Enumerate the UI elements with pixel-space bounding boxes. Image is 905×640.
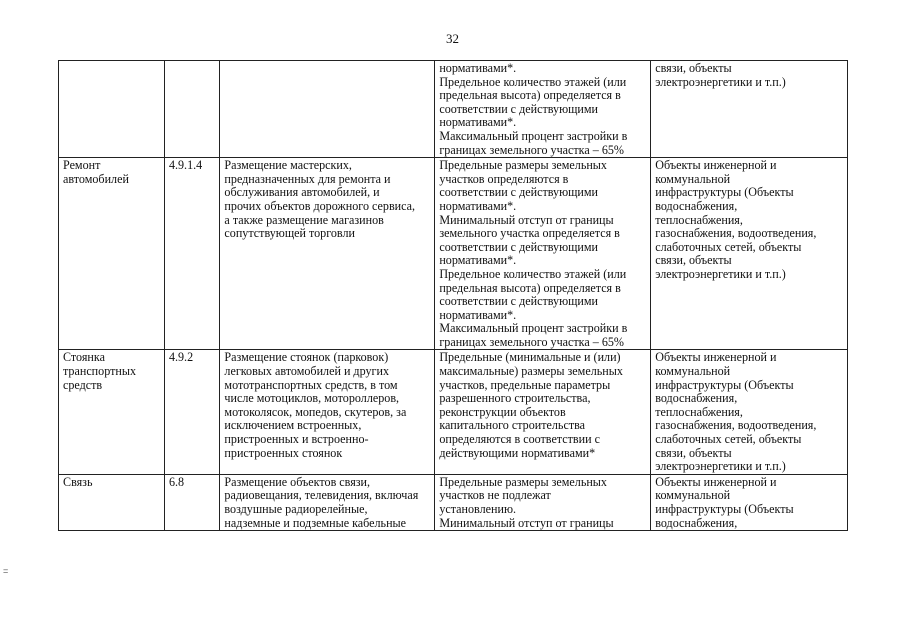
cell-text-line: Минимальный отступ от границы — [439, 515, 614, 530]
cell-text-line: предназначенных для ремонта и — [224, 171, 391, 186]
cell-text-line: соответствии с действующими — [439, 101, 599, 116]
cell-text-line: нормативами*. — [439, 198, 517, 213]
restrictions-cell — [651, 474, 848, 530]
cell-text-line: соответствии с действующими — [439, 239, 599, 254]
cell-text-line: обслуживания автомобилей, и — [224, 185, 380, 200]
cell-text-line: коммунальной — [655, 171, 731, 186]
cell-text-line: надземные и подземные кабельные — [224, 515, 407, 530]
cell-text-line: газоснабжения, водоотведения, — [655, 418, 817, 433]
cell-text-line: водоснабжения, — [655, 515, 738, 530]
cell-text-line: электроэнергетики и т.п.) — [655, 74, 786, 89]
cell-text-line: максимальные) размеры земельных — [439, 364, 623, 379]
cell-text-line: легковых автомобилей и других — [224, 364, 390, 379]
cell-text-line: коммунальной — [655, 364, 731, 379]
cell-text-line: Объекты инженерной и — [655, 158, 777, 173]
cell-text-line: нормативами*. — [439, 61, 517, 75]
cell-text-line: Максимальный процент застройки в — [439, 321, 628, 336]
cell-text-line: средств — [63, 377, 103, 392]
cell-text-line: транспортных — [63, 364, 137, 379]
cell-text-line: разрешенного строительства, — [439, 391, 591, 406]
cell-text-line: Размещение стоянок (парковок) — [224, 350, 389, 365]
cell-text-line: Размещение мастерских, — [224, 158, 352, 173]
cell-text-line: границах земельного участка – 65% — [439, 334, 624, 349]
cell-text-line: Объекты инженерной и — [655, 474, 777, 489]
cell-text-line: действующими нормативами* — [439, 445, 596, 460]
name-cell — [59, 61, 165, 158]
cell-text-line: реконструкции объектов — [439, 404, 566, 419]
cell-text-line: слаботочных сетей, объекты — [655, 239, 802, 254]
code-cell — [164, 350, 219, 474]
cell-text-line: числе мотоциклов, мотороллеров, — [224, 391, 400, 406]
cell-text-line: связи, объекты — [655, 61, 732, 75]
cell-text-line: нормативами*. — [439, 307, 517, 322]
name-cell — [59, 350, 165, 474]
description-cell — [220, 474, 435, 530]
cell-text-line: радиовещания, телевидения, включая — [224, 488, 419, 503]
cell-text-line: границах земельного участка – 65% — [439, 142, 624, 157]
name-cell — [59, 474, 165, 530]
cell-text-line: исключением встроенных, — [224, 418, 362, 433]
cell-text-line: электроэнергетики и т.п.) — [655, 459, 786, 474]
cell-text-line: прочих объектов дорожного сервиса, — [224, 198, 416, 213]
page-number: 32 — [446, 31, 459, 46]
cell-text-line: соответствии с действующими — [439, 185, 599, 200]
cell-text-line: связи, объекты — [655, 253, 732, 268]
cell-text-line: предельная высота) определяется в — [439, 280, 621, 295]
cell-text-line: Предельные размеры земельных — [439, 158, 607, 173]
cell-text-line: теплоснабжения, — [655, 212, 743, 227]
cell-text-line: нормативами*. — [439, 115, 517, 130]
code-cell — [164, 158, 219, 350]
code-cell — [164, 61, 219, 158]
cell-text-line: предельная высота) определяется в — [439, 88, 621, 103]
name-cell — [59, 158, 165, 350]
parameters-cell — [435, 61, 651, 158]
table-row — [59, 158, 848, 350]
cell-text-line: участков определяются в — [439, 171, 569, 186]
cell-text-line: Предельные размеры земельных — [439, 474, 607, 489]
cell-text-line: водоснабжения, — [655, 391, 738, 406]
cell-text-line: Предельное количество этажей (или — [439, 266, 627, 281]
cell-text-line: Размещение объектов связи, — [224, 474, 371, 489]
cell-text-line: Связь — [63, 474, 93, 489]
cell-text-line: слаботочных сетей, объекты — [655, 432, 802, 447]
cell-text-line: нормативами*. — [439, 253, 517, 268]
cell-text-line: газоснабжения, водоотведения, — [655, 226, 817, 241]
restrictions-cell — [651, 61, 848, 158]
cell-text-line: соответствии с действующими — [439, 294, 599, 309]
restrictions-cell — [651, 158, 848, 350]
cell-text-line: воздушные радиорелейные, — [224, 502, 368, 516]
description-cell — [220, 158, 435, 350]
cell-text-line: Минимальный отступ от границы — [439, 212, 614, 227]
parameters-cell — [435, 158, 651, 350]
cell-text-line: автомобилей — [63, 171, 129, 186]
cell-text-line: определяются в соответствии с — [439, 432, 600, 447]
table-row — [59, 61, 848, 158]
cell-text-line: Ремонт — [63, 158, 101, 173]
cell-text-line: капитального строительства — [439, 418, 586, 433]
table-body — [59, 61, 848, 531]
zoning-regulations-table — [58, 60, 848, 531]
table-row — [59, 350, 848, 474]
cell-text-line: сопутствующей торговли — [224, 226, 355, 241]
cell-text-line: а также размещение магазинов — [224, 212, 384, 227]
cell-text-line: коммунальной — [655, 488, 731, 503]
table-row — [59, 474, 848, 530]
cell-text-line: инфраструктуры (Объекты — [655, 377, 794, 392]
cell-text-line: участков не подлежат — [439, 488, 551, 503]
code-cell — [164, 474, 219, 530]
cell-text-line: Предельные (минимальные и (или) — [439, 350, 621, 365]
cell-text-line: мототранспортных средств, в том — [224, 377, 398, 392]
margin-mark: = — [3, 566, 9, 576]
cell-text-line: Максимальный процент застройки в — [439, 128, 628, 143]
cell-text-line: пристроенных и встроенно- — [224, 432, 369, 447]
cell-text-line: 6.8 — [168, 474, 185, 489]
cell-text-line: участков, предельные параметры — [439, 377, 611, 392]
cell-text-line: инфраструктуры (Объекты — [655, 185, 794, 200]
cell-text-line: мотоколясок, мопедов, скутеров, за — [224, 404, 407, 419]
cell-text-line: Стоянка — [63, 350, 105, 365]
cell-text-line: Объекты инженерной и — [655, 350, 777, 365]
cell-text-line: инфраструктуры (Объекты — [655, 502, 794, 516]
parameters-cell — [435, 350, 651, 474]
cell-text-line: Предельное количество этажей (или — [439, 74, 627, 89]
cell-text-line: 4.9.1.4 — [168, 158, 203, 173]
cell-text-line: 4.9.2 — [168, 350, 194, 365]
description-cell — [220, 350, 435, 474]
cell-text-line: водоснабжения, — [655, 198, 738, 213]
parameters-cell — [435, 474, 651, 530]
cell-text-line: теплоснабжения, — [655, 404, 743, 419]
cell-text-line: земельного участка определяется в — [439, 226, 620, 241]
cell-text-line: связи, объекты — [655, 445, 732, 460]
cell-text-line: установлению. — [439, 502, 517, 516]
restrictions-cell — [651, 350, 848, 474]
cell-text-line: электроэнергетики и т.п.) — [655, 266, 786, 281]
cell-text-line: пристроенных стоянок — [224, 445, 343, 460]
description-cell — [220, 61, 435, 158]
